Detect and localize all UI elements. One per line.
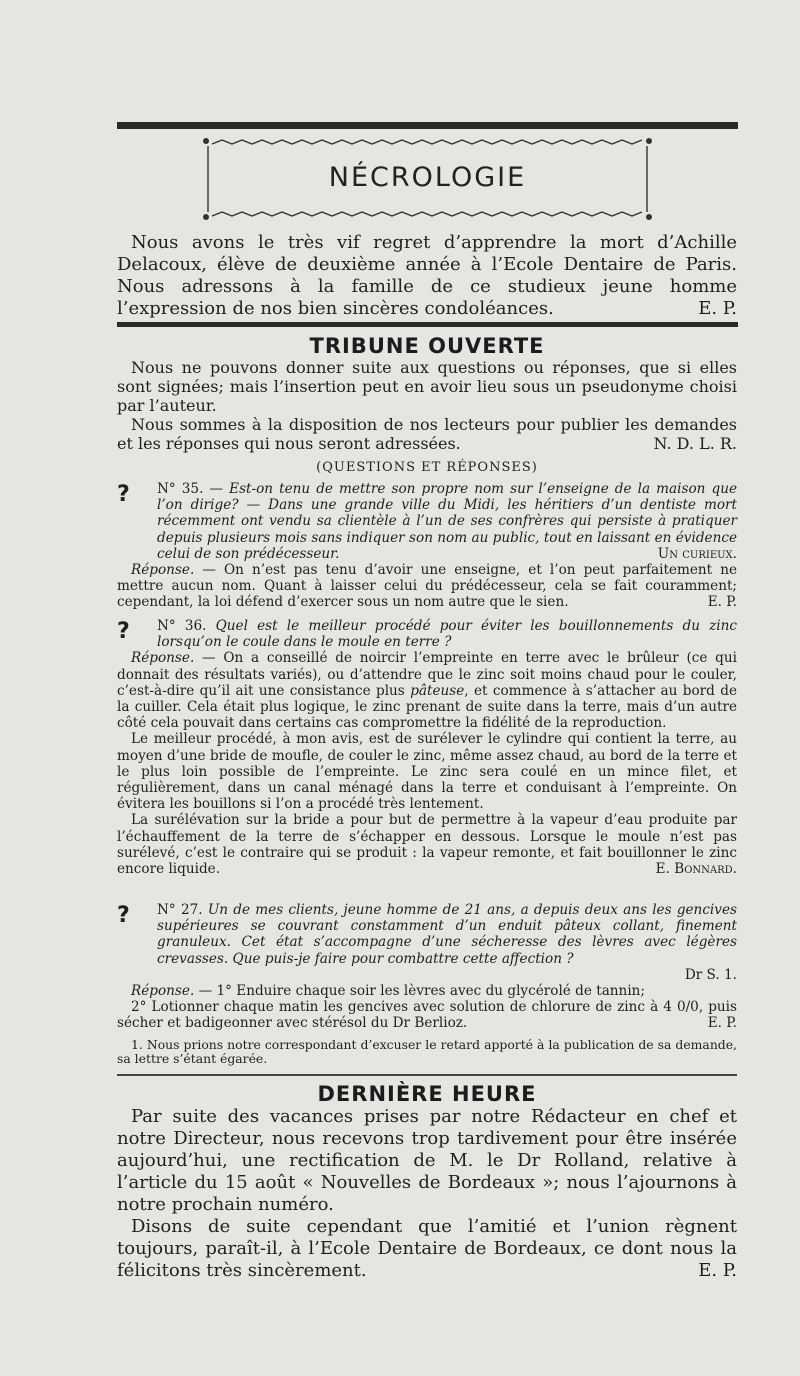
q27-answer-label: Réponse.	[131, 983, 195, 1000]
q27-answer-l1: — 1° Enduire chaque soir les lèvres avec du glycérolé de tannin;	[198, 983, 645, 1000]
q36-answer-p1-end: , et commence à s’attacher au bord de la cuiller. Cela était plus logique, le zinc prenant de suite dans la terre, mais d’un autre côté cela pouvait dans certains cas compromettre la fidélité de la reproduction.	[117, 682, 737, 732]
tribune-p1: Nous ne pouvons donner suite aux questions ou réponses, que si elles sont signées; mais l’insertion peut en avoir lieu sous un pseudonyme choisi par l’auteur.	[117, 358, 737, 415]
q36-answer-p1-italic: pâteuse	[410, 682, 465, 699]
question-mark-icon: ?	[117, 903, 130, 928]
q36-block	[117, 618, 737, 877]
q36-answer-signature: E. Bonnard.	[655, 861, 737, 878]
q36-answer-p3: La surélévation sur la bride a pour but de permettre à la vapeur d’eau produite par l’échauffement de la terre de s’échapper en dessous. Lorsque le moule n’est pas surélevé, c’est le contraire qui se produit : la vapeur remonte, et fait bouillonner le zinc encore liquide.	[117, 812, 737, 878]
q36-answer-p1: — On a conseillé de noircir l’empreinte en terre avec le brûleur (ce qui donnait des résultats variés), ou d’attendre que le zinc soit moins chaud pour le couler, c’est-à-dire qu’il ait une consistance plus	[117, 650, 737, 699]
derniere-signature: E. P.	[698, 1260, 737, 1281]
derniere-title: DERNIÈRE HEURE	[317, 1082, 537, 1106]
derniere-body	[117, 1106, 737, 1282]
necrologie-title: NÉCROLOGIE	[328, 162, 527, 193]
q27-answer-signature: E. P.	[707, 1015, 737, 1032]
q27-question: Un de mes clients, jeune homme de 21 ans, a depuis deux ans les gencives supérieures se couvrant constamment d’un enduit pâteux collant, finement granuleux. Cet état s’accompagne d’une sécheresse des lèvres avec légères crevasses. Que puis-je faire pour combattre cette affection ?	[157, 902, 737, 967]
q36-answer-p2: Le meilleur procédé, à mon avis, est de surélever le cylindre qui contient la terre, au moyen d’une bride de moufle, de couler le zinc, même assez chaud, au bord de la terre et le plus loin possible de l’empreinte. Le zinc sera coulé en un mince filet, et régulièrement, dans un canal ménagé dans la terre et conduisant à l’empreinte. On évitera les bouillons si l’on a procédé très lentement.	[117, 731, 737, 813]
q36-answer-label: Réponse.	[131, 650, 195, 667]
q35-question: Est-on tenu de mettre son propre nom sur l’enseigne de la maison que l’on dirige? — Dans une grande ville du Midi, les héritiers d’un dentiste mort récemment ont vendu sa clientèle à l’un de ses confrères qui persiste à pratiquer depuis plusieurs mois sans indiquer son nom au public, tout en laissant en évidence celui de son prédécesseur.	[157, 481, 737, 562]
derniere-text2: Disons de suite cependant que l’amitié et l’union règnent toujours, paraît-il, à l’Ecole Dentaire de Bordeaux, ce dont nous la félicitons très sincèrement.	[117, 1216, 737, 1281]
derniere-text: Par suite des vacances prises par notre Rédacteur en chef et notre Directeur, nous recevons trop tardivement pour être insérée aujourd’hui, une rectification de M. le Dr Rolland, relative à l’article du 15 août « Nouvelles de Bordeaux »; nous l’ajournons à notre prochain numéro.	[117, 1106, 737, 1215]
q35-answer-label: Réponse.	[131, 562, 195, 579]
q27-question-signature: Dr S. 1.	[684, 966, 737, 983]
tribune-intro	[117, 358, 737, 453]
necrologie-banner	[200, 136, 655, 222]
q27-block	[117, 902, 737, 1066]
q35-number: N° 35. —	[157, 481, 224, 497]
necrologie-text: Nous avons le très vif regret d’apprendre la mort d’Achille Delacoux, élève de deuxième année à l’Ecole Dentaire de Paris. Nous adressons à la famille de ce studieux jeune homme l’expression de nos bien sincères condoléances.	[117, 232, 737, 319]
top-rule	[117, 122, 738, 129]
tribune-p2-signature: N. D. L. R.	[653, 434, 737, 453]
q35-block	[117, 481, 737, 611]
tribune-title: TRIBUNE OUVERTE	[309, 334, 545, 358]
q35-answer-signature: E. P.	[707, 594, 737, 611]
tribune-p2: Nous sommes à la disposition de nos lecteurs pour publier les demandes et les réponses qui nous seront adressées.	[117, 415, 737, 453]
questions-subhead: (QUESTIONS ET RÉPONSES)	[316, 460, 538, 475]
necrologie-signature: E. P.	[698, 298, 737, 319]
q27-answer-l2: 2° Lotionner chaque matin les gencives avec solution de chlorure de zinc à 4 0/0, puis sécher et badigeonner avec stérésol du Dr Berlioz.	[117, 999, 737, 1032]
q36-number: N° 36.	[157, 618, 207, 634]
q27-footnote: 1. Nous prions notre correspondant d’excuser le retard apporté à la publication de sa demande, sa lettre s’étant égarée.	[117, 1036, 737, 1066]
question-mark-icon: ?	[117, 619, 130, 644]
section-rule-1	[117, 322, 738, 327]
q27-number: N° 27.	[157, 902, 203, 918]
question-mark-icon: ?	[117, 482, 130, 507]
q35-question-signature: Un curieux.	[657, 545, 737, 562]
necrologie-body	[117, 232, 737, 320]
q36-question: Quel est le meilleur procédé pour éviter les bouillonnements du zinc lorsqu’on le coule dans le moule en terre ?	[157, 618, 737, 651]
q35-answer: — On n’est pas tenu d’avoir une enseigne, et l’on peut parfaitement ne mettre aucun nom. Quant à laisser celui du prédécesseur, cela se fait couramment; cependant, la loi défend d’exercer sous un nom autre que le sien.	[117, 562, 737, 611]
section-rule-2	[117, 1074, 737, 1076]
